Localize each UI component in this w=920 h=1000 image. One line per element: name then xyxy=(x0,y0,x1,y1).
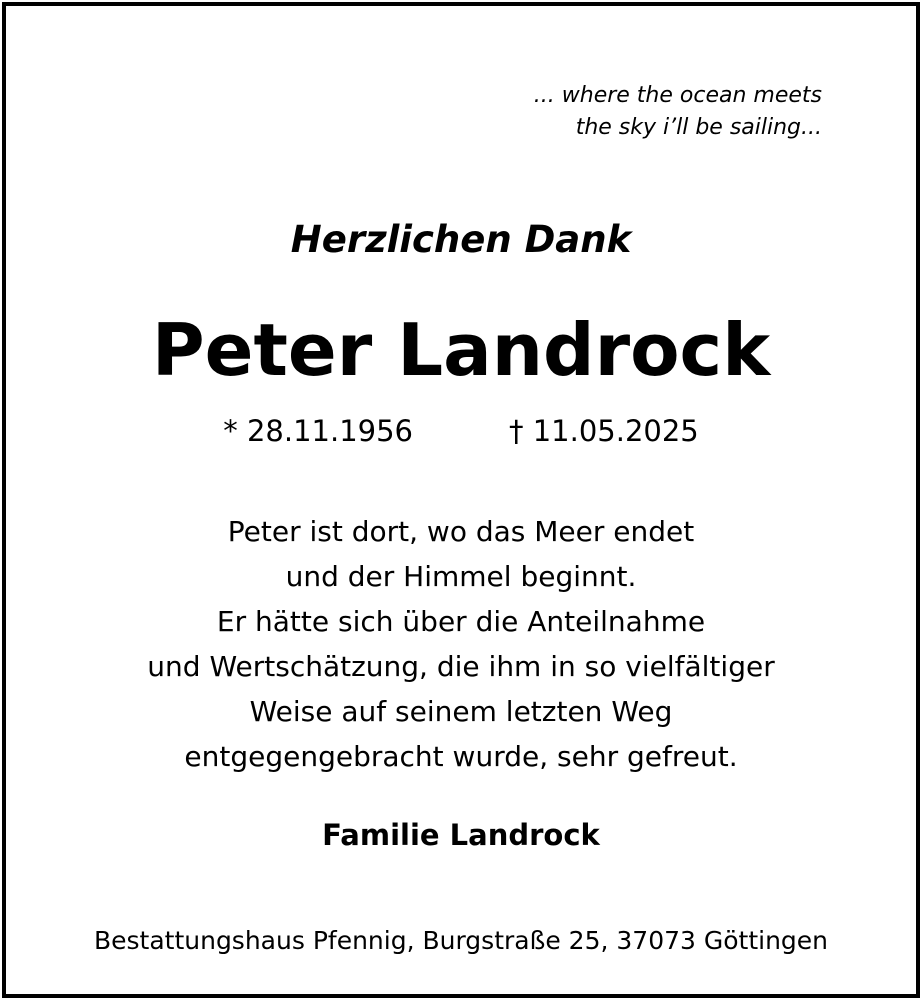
deceased-name: Peter Landrock xyxy=(151,308,771,392)
message-line: Weise auf seinem letzten Weg xyxy=(249,695,673,728)
thanks-heading: Herzlichen Dank xyxy=(290,218,632,261)
message-line: und der Himmel beginnt. xyxy=(285,560,637,593)
life-dates xyxy=(6,414,916,448)
message-line: Peter ist dort, wo das Meer endet xyxy=(227,515,695,548)
message-line: Er hätte sich über die Anteilnahme xyxy=(216,605,706,638)
message-line: entgegengebracht wurde, sehr gefreut. xyxy=(184,740,738,773)
death-date: † 11.05.2025 xyxy=(509,414,699,448)
message-line: und Wertschätzung, die ihm in so vielfältiger xyxy=(147,650,775,683)
funeral-home-footer: Bestattungshaus Pfennig, Burgstraße 25, 37073 Göttingen xyxy=(93,926,829,955)
epigraph-quote xyxy=(534,80,822,144)
notice-frame xyxy=(2,2,920,998)
family-signature: Familie Landrock xyxy=(322,818,600,852)
epigraph-line-2: the sky i’ll be sailing... xyxy=(575,115,822,140)
birth-date: * 28.11.1956 xyxy=(223,414,413,448)
thank-you-message xyxy=(6,509,916,779)
epigraph-line-1: ... where the ocean meets xyxy=(533,83,822,108)
